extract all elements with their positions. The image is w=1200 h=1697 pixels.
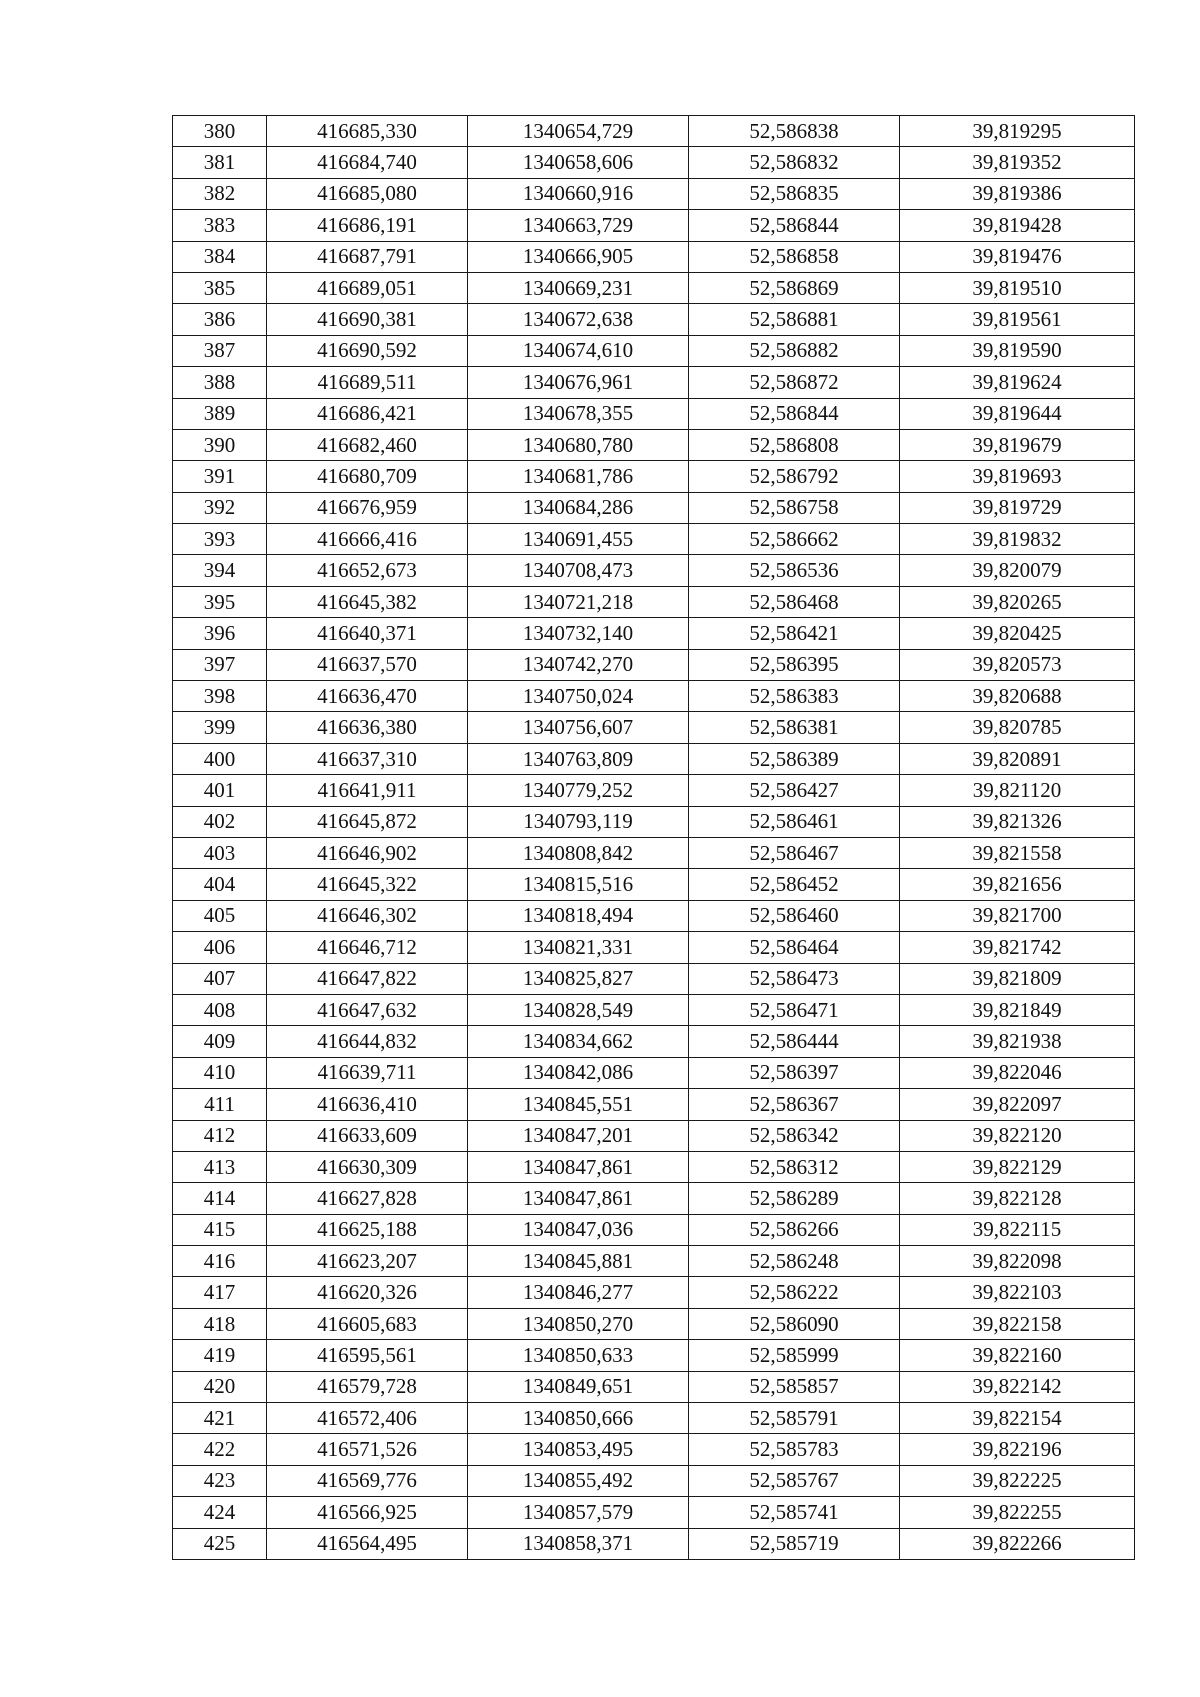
y-coordinate-cell: 1340666,905 [468,241,689,272]
y-coordinate-cell: 1340850,633 [468,1340,689,1371]
y-coordinate-cell: 1340669,231 [468,272,689,303]
x-coordinate-cell: 416644,832 [267,1026,468,1057]
y-coordinate-cell: 1340756,607 [468,712,689,743]
table-row [173,1057,1135,1088]
x-coordinate-cell: 416652,673 [267,555,468,586]
latitude-cell: 52,586342 [689,1120,900,1151]
point-number-cell: 389 [173,398,267,429]
x-coordinate-cell: 416689,051 [267,272,468,303]
point-number-cell: 402 [173,806,267,837]
x-coordinate-cell: 416690,381 [267,304,468,335]
longitude-cell: 39,821809 [900,963,1135,994]
point-number-cell: 413 [173,1151,267,1182]
point-number-cell: 387 [173,335,267,366]
latitude-cell: 52,586421 [689,618,900,649]
point-number-cell: 420 [173,1371,267,1402]
point-number-cell: 423 [173,1465,267,1496]
longitude-cell: 39,822160 [900,1340,1135,1371]
longitude-cell: 39,819352 [900,147,1135,178]
point-number-cell: 385 [173,272,267,303]
y-coordinate-cell: 1340663,729 [468,210,689,241]
longitude-cell: 39,822158 [900,1308,1135,1339]
x-coordinate-cell: 416686,191 [267,210,468,241]
y-coordinate-cell: 1340672,638 [468,304,689,335]
y-coordinate-cell: 1340750,024 [468,681,689,712]
x-coordinate-cell: 416645,322 [267,869,468,900]
longitude-cell: 39,822098 [900,1246,1135,1277]
point-number-cell: 405 [173,900,267,931]
latitude-cell: 52,586882 [689,335,900,366]
point-number-cell: 424 [173,1497,267,1528]
table-row [173,806,1135,837]
latitude-cell: 52,586395 [689,649,900,680]
x-coordinate-cell: 416646,712 [267,932,468,963]
latitude-cell: 52,586662 [689,524,900,555]
table-row [173,461,1135,492]
x-coordinate-cell: 416637,570 [267,649,468,680]
point-number-cell: 393 [173,524,267,555]
table-row [173,932,1135,963]
point-number-cell: 412 [173,1120,267,1151]
x-coordinate-cell: 416640,371 [267,618,468,649]
x-coordinate-cell: 416633,609 [267,1120,468,1151]
table-row [173,1026,1135,1057]
table-row [173,681,1135,712]
x-coordinate-cell: 416686,421 [267,398,468,429]
point-number-cell: 425 [173,1528,267,1559]
y-coordinate-cell: 1340654,729 [468,116,689,147]
y-coordinate-cell: 1340779,252 [468,775,689,806]
table-row [173,1434,1135,1465]
point-number-cell: 415 [173,1214,267,1245]
latitude-cell: 52,585741 [689,1497,900,1528]
longitude-cell: 39,821656 [900,869,1135,900]
latitude-cell: 52,586881 [689,304,900,335]
table-row [173,335,1135,366]
x-coordinate-cell: 416566,925 [267,1497,468,1528]
x-coordinate-cell: 416690,592 [267,335,468,366]
y-coordinate-cell: 1340842,086 [468,1057,689,1088]
point-number-cell: 390 [173,429,267,460]
longitude-cell: 39,820079 [900,555,1135,586]
point-number-cell: 400 [173,743,267,774]
table-row [173,367,1135,398]
y-coordinate-cell: 1340660,916 [468,178,689,209]
y-coordinate-cell: 1340793,119 [468,806,689,837]
point-number-cell: 421 [173,1403,267,1434]
longitude-cell: 39,822128 [900,1183,1135,1214]
x-coordinate-cell: 416685,080 [267,178,468,209]
latitude-cell: 52,586858 [689,241,900,272]
longitude-cell: 39,822225 [900,1465,1135,1496]
table-row [173,398,1135,429]
latitude-cell: 52,586452 [689,869,900,900]
x-coordinate-cell: 416682,460 [267,429,468,460]
x-coordinate-cell: 416646,302 [267,900,468,931]
longitude-cell: 39,822120 [900,1120,1135,1151]
latitude-cell: 52,586844 [689,398,900,429]
table-row [173,618,1135,649]
table-row [173,775,1135,806]
longitude-cell: 39,819561 [900,304,1135,335]
x-coordinate-cell: 416641,911 [267,775,468,806]
table-row [173,304,1135,335]
point-number-cell: 416 [173,1246,267,1277]
point-number-cell: 401 [173,775,267,806]
latitude-cell: 52,585791 [689,1403,900,1434]
point-number-cell: 414 [173,1183,267,1214]
x-coordinate-cell: 416579,728 [267,1371,468,1402]
table-row [173,210,1135,241]
longitude-cell: 39,819679 [900,429,1135,460]
table-row [173,743,1135,774]
latitude-cell: 52,585767 [689,1465,900,1496]
latitude-cell: 52,586838 [689,116,900,147]
latitude-cell: 52,586808 [689,429,900,460]
longitude-cell: 39,819476 [900,241,1135,272]
longitude-cell: 39,821849 [900,994,1135,1025]
x-coordinate-cell: 416623,207 [267,1246,468,1277]
point-number-cell: 392 [173,492,267,523]
latitude-cell: 52,585783 [689,1434,900,1465]
table-row [173,1340,1135,1371]
table-row [173,1183,1135,1214]
table-row [173,492,1135,523]
table-row [173,1308,1135,1339]
latitude-cell: 52,586289 [689,1183,900,1214]
y-coordinate-cell: 1340763,809 [468,743,689,774]
x-coordinate-cell: 416647,822 [267,963,468,994]
table-row [173,147,1135,178]
x-coordinate-cell: 416646,902 [267,837,468,868]
longitude-cell: 39,821558 [900,837,1135,868]
point-number-cell: 407 [173,963,267,994]
x-coordinate-cell: 416620,326 [267,1277,468,1308]
table-row [173,837,1135,868]
latitude-cell: 52,586381 [689,712,900,743]
y-coordinate-cell: 1340708,473 [468,555,689,586]
y-coordinate-cell: 1340850,270 [468,1308,689,1339]
y-coordinate-cell: 1340847,861 [468,1183,689,1214]
point-number-cell: 418 [173,1308,267,1339]
table-row [173,869,1135,900]
longitude-cell: 39,819624 [900,367,1135,398]
table-row [173,1497,1135,1528]
point-number-cell: 395 [173,586,267,617]
table-row [173,429,1135,460]
table-row [173,649,1135,680]
x-coordinate-cell: 416639,711 [267,1057,468,1088]
longitude-cell: 39,822046 [900,1057,1135,1088]
longitude-cell: 39,819729 [900,492,1135,523]
longitude-cell: 39,822142 [900,1371,1135,1402]
table-row [173,524,1135,555]
point-number-cell: 381 [173,147,267,178]
longitude-cell: 39,822129 [900,1151,1135,1182]
longitude-cell: 39,821938 [900,1026,1135,1057]
x-coordinate-cell: 416572,406 [267,1403,468,1434]
point-number-cell: 382 [173,178,267,209]
latitude-cell: 52,585719 [689,1528,900,1559]
latitude-cell: 52,586389 [689,743,900,774]
table-row [173,900,1135,931]
y-coordinate-cell: 1340845,551 [468,1089,689,1120]
longitude-cell: 39,820425 [900,618,1135,649]
latitude-cell: 52,586464 [689,932,900,963]
longitude-cell: 39,822255 [900,1497,1135,1528]
point-number-cell: 398 [173,681,267,712]
latitude-cell: 52,586383 [689,681,900,712]
point-number-cell: 404 [173,869,267,900]
y-coordinate-cell: 1340834,662 [468,1026,689,1057]
point-number-cell: 422 [173,1434,267,1465]
y-coordinate-cell: 1340691,455 [468,524,689,555]
y-coordinate-cell: 1340821,331 [468,932,689,963]
y-coordinate-cell: 1340815,516 [468,869,689,900]
x-coordinate-cell: 416564,495 [267,1528,468,1559]
table-row [173,116,1135,147]
table-row [173,586,1135,617]
x-coordinate-cell: 416625,188 [267,1214,468,1245]
point-number-cell: 410 [173,1057,267,1088]
latitude-cell: 52,586248 [689,1246,900,1277]
x-coordinate-cell: 416647,632 [267,994,468,1025]
longitude-cell: 39,822097 [900,1089,1135,1120]
table-row [173,272,1135,303]
y-coordinate-cell: 1340846,277 [468,1277,689,1308]
point-number-cell: 408 [173,994,267,1025]
latitude-cell: 52,586312 [689,1151,900,1182]
y-coordinate-cell: 1340828,549 [468,994,689,1025]
latitude-cell: 52,586758 [689,492,900,523]
x-coordinate-cell: 416680,709 [267,461,468,492]
longitude-cell: 39,819644 [900,398,1135,429]
x-coordinate-cell: 416645,872 [267,806,468,837]
y-coordinate-cell: 1340658,606 [468,147,689,178]
longitude-cell: 39,820265 [900,586,1135,617]
latitude-cell: 52,586844 [689,210,900,241]
table-row [173,1403,1135,1434]
longitude-cell: 39,819428 [900,210,1135,241]
latitude-cell: 52,586473 [689,963,900,994]
latitude-cell: 52,585857 [689,1371,900,1402]
y-coordinate-cell: 1340676,961 [468,367,689,398]
point-number-cell: 409 [173,1026,267,1057]
latitude-cell: 52,586468 [689,586,900,617]
x-coordinate-cell: 416684,740 [267,147,468,178]
point-number-cell: 383 [173,210,267,241]
point-number-cell: 386 [173,304,267,335]
y-coordinate-cell: 1340853,495 [468,1434,689,1465]
longitude-cell: 39,819693 [900,461,1135,492]
longitude-cell: 39,820688 [900,681,1135,712]
x-coordinate-cell: 416605,683 [267,1308,468,1339]
y-coordinate-cell: 1340721,218 [468,586,689,617]
longitude-cell: 39,820891 [900,743,1135,774]
table-row [173,1246,1135,1277]
x-coordinate-cell: 416569,776 [267,1465,468,1496]
longitude-cell: 39,819295 [900,116,1135,147]
longitude-cell: 39,822154 [900,1403,1135,1434]
y-coordinate-cell: 1340850,666 [468,1403,689,1434]
x-coordinate-cell: 416685,330 [267,116,468,147]
table-row [173,963,1135,994]
x-coordinate-cell: 416627,828 [267,1183,468,1214]
y-coordinate-cell: 1340808,842 [468,837,689,868]
point-number-cell: 384 [173,241,267,272]
y-coordinate-cell: 1340849,651 [468,1371,689,1402]
longitude-cell: 39,819832 [900,524,1135,555]
y-coordinate-cell: 1340678,355 [468,398,689,429]
point-number-cell: 399 [173,712,267,743]
latitude-cell: 52,586461 [689,806,900,837]
latitude-cell: 52,586536 [689,555,900,586]
y-coordinate-cell: 1340858,371 [468,1528,689,1559]
table-row [173,994,1135,1025]
longitude-cell: 39,822103 [900,1277,1135,1308]
x-coordinate-cell: 416630,309 [267,1151,468,1182]
latitude-cell: 52,586222 [689,1277,900,1308]
longitude-cell: 39,819386 [900,178,1135,209]
y-coordinate-cell: 1340680,780 [468,429,689,460]
y-coordinate-cell: 1340732,140 [468,618,689,649]
x-coordinate-cell: 416595,561 [267,1340,468,1371]
x-coordinate-cell: 416571,526 [267,1434,468,1465]
point-number-cell: 419 [173,1340,267,1371]
latitude-cell: 52,586471 [689,994,900,1025]
y-coordinate-cell: 1340684,286 [468,492,689,523]
point-number-cell: 396 [173,618,267,649]
y-coordinate-cell: 1340681,786 [468,461,689,492]
latitude-cell: 52,586397 [689,1057,900,1088]
longitude-cell: 39,822266 [900,1528,1135,1559]
point-number-cell: 417 [173,1277,267,1308]
longitude-cell: 39,822115 [900,1214,1135,1245]
latitude-cell: 52,586792 [689,461,900,492]
latitude-cell: 52,586444 [689,1026,900,1057]
y-coordinate-cell: 1340674,610 [468,335,689,366]
point-number-cell: 403 [173,837,267,868]
point-number-cell: 406 [173,932,267,963]
y-coordinate-cell: 1340847,861 [468,1151,689,1182]
x-coordinate-cell: 416666,416 [267,524,468,555]
point-number-cell: 388 [173,367,267,398]
latitude-cell: 52,586835 [689,178,900,209]
latitude-cell: 52,586832 [689,147,900,178]
point-number-cell: 394 [173,555,267,586]
table-row [173,1528,1135,1559]
point-number-cell: 380 [173,116,267,147]
y-coordinate-cell: 1340855,492 [468,1465,689,1496]
y-coordinate-cell: 1340818,494 [468,900,689,931]
longitude-cell: 39,821742 [900,932,1135,963]
x-coordinate-cell: 416676,959 [267,492,468,523]
longitude-cell: 39,821700 [900,900,1135,931]
longitude-cell: 39,820573 [900,649,1135,680]
table-row [173,1089,1135,1120]
table-row [173,1214,1135,1245]
latitude-cell: 52,586467 [689,837,900,868]
y-coordinate-cell: 1340857,579 [468,1497,689,1528]
table-row [173,178,1135,209]
point-number-cell: 411 [173,1089,267,1120]
table-row [173,1465,1135,1496]
x-coordinate-cell: 416636,380 [267,712,468,743]
latitude-cell: 52,586367 [689,1089,900,1120]
longitude-cell: 39,820785 [900,712,1135,743]
coordinates-table-body [173,116,1135,1560]
coordinates-table [172,115,1135,1560]
longitude-cell: 39,821326 [900,806,1135,837]
table-row [173,1151,1135,1182]
table-row [173,1371,1135,1402]
table-row [173,712,1135,743]
x-coordinate-cell: 416636,470 [267,681,468,712]
point-number-cell: 397 [173,649,267,680]
latitude-cell: 52,586872 [689,367,900,398]
latitude-cell: 52,586427 [689,775,900,806]
y-coordinate-cell: 1340845,881 [468,1246,689,1277]
table-row [173,1277,1135,1308]
longitude-cell: 39,821120 [900,775,1135,806]
latitude-cell: 52,586090 [689,1308,900,1339]
latitude-cell: 52,586460 [689,900,900,931]
x-coordinate-cell: 416687,791 [267,241,468,272]
latitude-cell: 52,586869 [689,272,900,303]
latitude-cell: 52,585999 [689,1340,900,1371]
table-row [173,241,1135,272]
longitude-cell: 39,819590 [900,335,1135,366]
y-coordinate-cell: 1340847,201 [468,1120,689,1151]
x-coordinate-cell: 416636,410 [267,1089,468,1120]
y-coordinate-cell: 1340825,827 [468,963,689,994]
longitude-cell: 39,819510 [900,272,1135,303]
y-coordinate-cell: 1340847,036 [468,1214,689,1245]
y-coordinate-cell: 1340742,270 [468,649,689,680]
longitude-cell: 39,822196 [900,1434,1135,1465]
table-row [173,555,1135,586]
x-coordinate-cell: 416637,310 [267,743,468,774]
x-coordinate-cell: 416689,511 [267,367,468,398]
table-row [173,1120,1135,1151]
point-number-cell: 391 [173,461,267,492]
latitude-cell: 52,586266 [689,1214,900,1245]
x-coordinate-cell: 416645,382 [267,586,468,617]
